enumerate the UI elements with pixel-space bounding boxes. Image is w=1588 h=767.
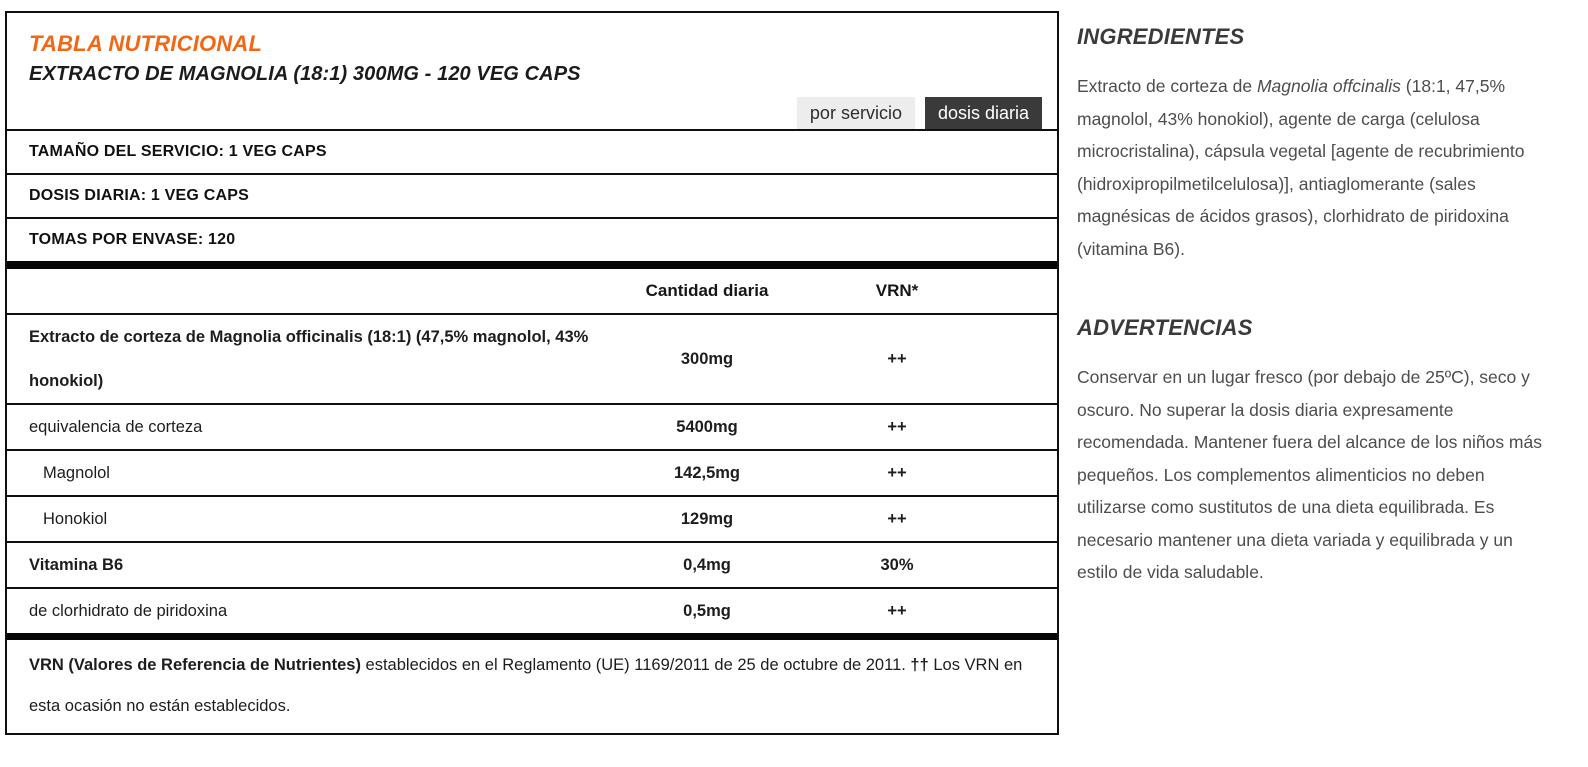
daily-dose-row: DOSIS DIARIA: 1 VEG CAPS [7,173,1057,217]
warnings-heading: ADVERTENCIAS [1077,315,1253,340]
footnote-bold-lead: VRN (Valores de Referencia de Nutrientes) [29,656,361,674]
servings-per-container-row: TOMAS POR ENVASE: 120 [7,217,1057,261]
row-amount: 5400mg [676,417,738,436]
footnote-text-end: Los VRN en esta ocasión no están establecidos. [29,656,1023,715]
column-header-vrn: VRN* [875,281,919,300]
row-label: equivalencia de corteza [29,418,203,436]
product-title: EXTRACTO DE MAGNOLIA (18:1) 300MG - 120 VEG CAPS [29,63,581,85]
panel-header [7,13,1057,129]
table-row [7,541,1057,587]
ingredients-section [1077,24,1555,265]
footnote-text-mid: establecidos en el Reglamento (UE) 1169/2011 de 25 de octubre de 2011. [360,656,911,674]
row-vrn: ++ [887,349,907,368]
table-row [7,313,1057,403]
row-amount: 300mg [680,349,734,368]
tab-por-servicio[interactable]: por servicio [797,97,915,129]
row-vrn: ++ [887,509,907,528]
row-vrn: ++ [887,601,907,620]
ingredients-species-name: Magnolia offcinalis [1256,76,1401,96]
divider-bar-top [7,261,1057,269]
row-label: de clorhidrato de piridoxina [29,602,228,620]
row-vrn: 30% [880,555,914,574]
row-label: Extracto de corteza de Magnolia officinalis (18:1) (47,5% magnolol, 43% honokiol) [29,328,589,390]
row-label: Honokiol [43,510,108,528]
row-amount: 129mg [680,509,734,528]
table-row [7,449,1057,495]
ingredients-text-after: (18:1, 47,5% magnolol, 43% honokiol), agente de carga (celulosa microcristalina), cápsula vegetal [agente de recubrimiento (hidroxipropilmetilcelulosa)], antiaglomerante (sales magnésicas de ácidos grasos), clorhidrato de piridoxina (vitamina B6). [1077,76,1525,259]
row-amount: 0,5mg [683,601,731,620]
row-label: Magnolol [43,464,110,482]
aside-column [1077,24,1555,589]
row-vrn: ++ [887,463,907,482]
tab-dosis-diaria[interactable]: dosis diaria [925,97,1042,129]
column-header-amount: Cantidad diaria [645,281,769,300]
dose-tabs [797,97,1042,129]
table-row [7,495,1057,541]
row-amount: 142,5mg [673,463,741,482]
warnings-section [1077,315,1555,589]
table-row [7,403,1057,449]
serving-size-row: TAMAÑO DEL SERVICIO: 1 VEG CAPS [7,129,1057,173]
nutrition-panel [5,11,1059,735]
panel-title: TABLA NUTRICIONAL [29,31,263,56]
warnings-text: Conservar en un lugar fresco (por debajo de 25ºC), seco y oscuro. No superar la dosis diaria expresamente recomendada. Mantener fuera del alcance de los niños más pequeños. Los complementos alimenticios no deben utilizarse como sustitutos de una dieta equilibrada. Es necesario mantener una dieta variada y equilibrada y un estilo de vida saludable. [1077,367,1542,582]
row-vrn: ++ [887,417,907,436]
ingredients-text [1077,70,1555,265]
row-label: Vitamina B6 [29,556,124,574]
ingredients-text-before: Extracto de corteza de [1077,76,1257,96]
table-header-row [7,269,1057,313]
divider-bar-bottom [7,633,1057,640]
table-row [7,587,1057,633]
ingredients-heading: INGREDIENTES [1077,24,1245,49]
footnote-daggers: †† [910,656,929,674]
vrn-footnote [7,640,1057,733]
row-amount: 0,4mg [683,555,731,574]
